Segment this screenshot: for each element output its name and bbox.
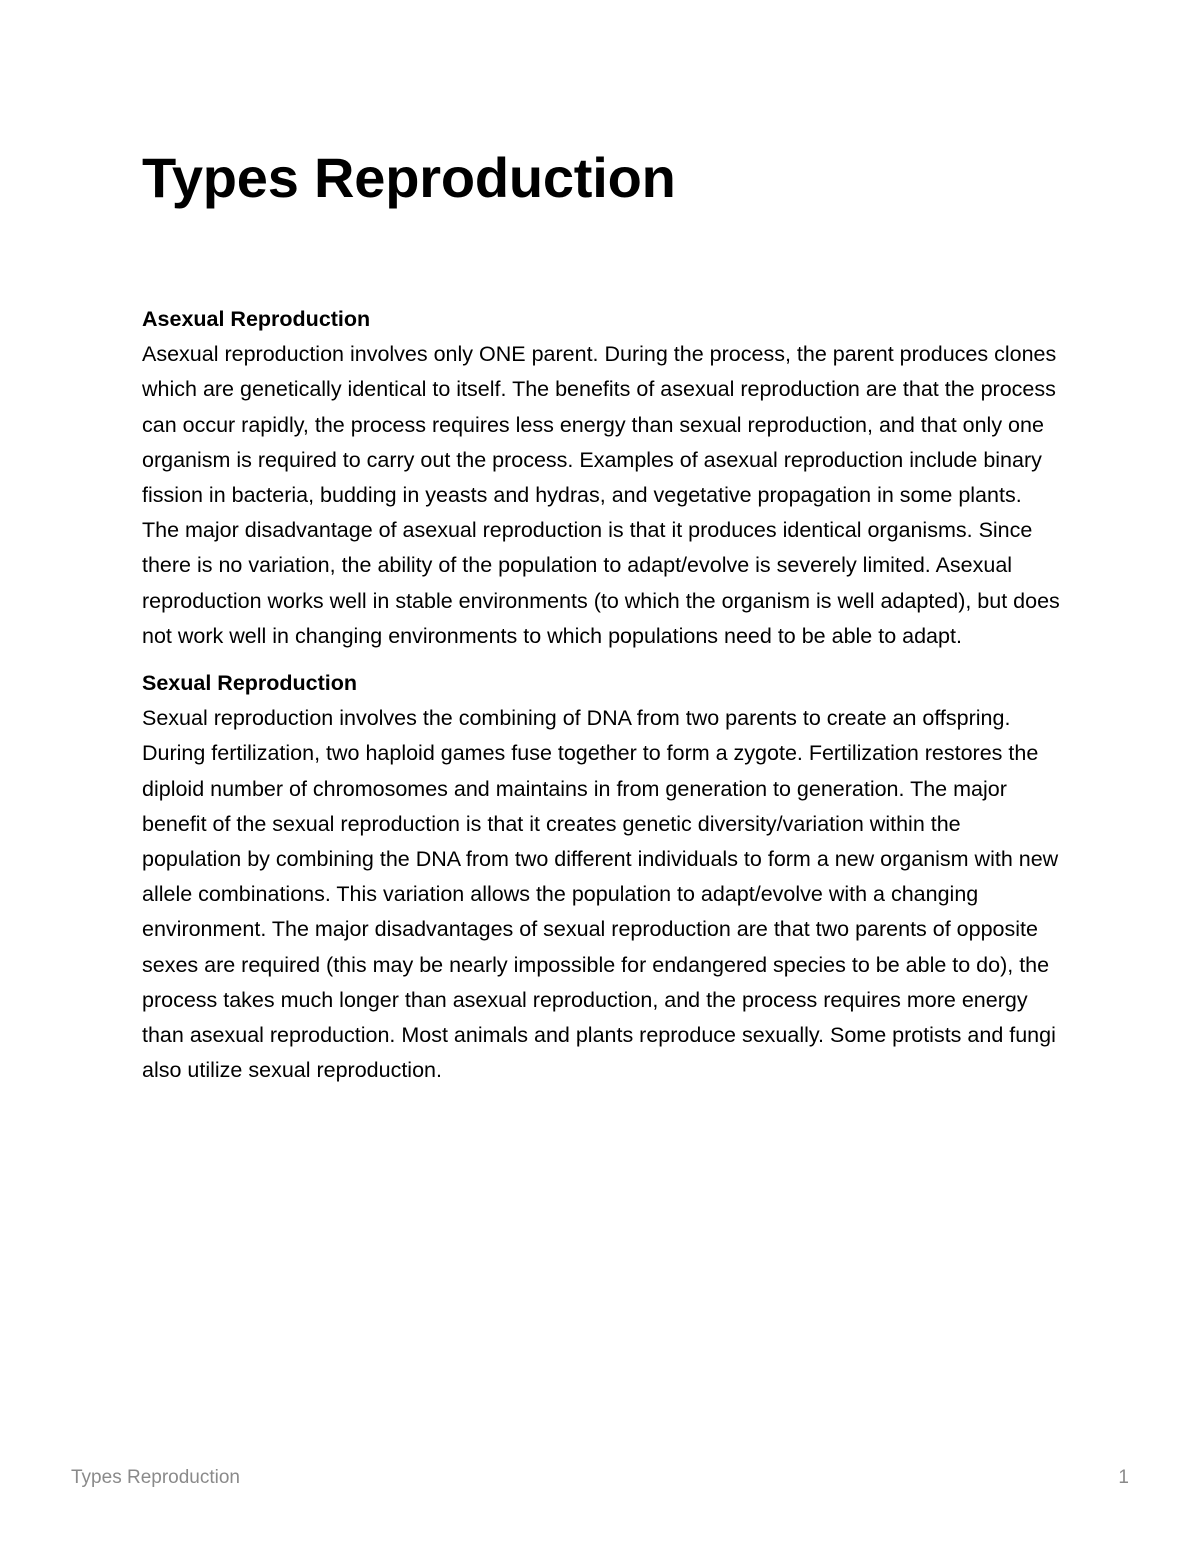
section-body — [142, 701, 1060, 1088]
page-number: 1 — [1118, 1467, 1129, 1488]
paragraph: The major disadvantage of asexual reproduction is that it produces identical organisms. Since there is no variation, the ability of the population to adapt/evolve is severely limited. Asexual reproduction works well in stable environments (to which the organism is well adapted), but does not work well in changing environments to which populations need to be able to adapt. — [142, 518, 1060, 648]
footer-title: Types Reproduction — [71, 1467, 240, 1488]
section-asexual-reproduction — [142, 302, 1060, 654]
section-heading: Sexual Reproduction — [142, 671, 358, 696]
section-heading: Asexual Reproduction — [142, 307, 371, 331]
paragraph: Sexual reproduction involves the combining of DNA from two parents to create an offspring. During fertilization, two haploid games fuse together to form a zygote. Fertilization restores the diploid number of chromosomes and maintains in from generation to generation. The major benefit of the sexual reproduction is that it creates genetic diversity/variation within the population by combining the DNA from two different individuals to form a new organism with new allele combinations. This variation allows the population to adapt/evolve with a changing environment. The major disadvantages of sexual reproduction are that two parents of opposite sexes are required (this may be nearly impossible for endangered species to be able to do), the process takes much longer than asexual reproduction, and the process requires more energy than asexual reproduction. Most animals and plants reproduce sexually. Some protists and fungi also utilize sexual reproduction. — [142, 706, 1059, 1083]
section-sexual-reproduction — [142, 666, 1060, 1088]
paragraph: Asexual reproduction involves only ONE parent. During the process, the parent produces clones which are genetically identical to itself. The benefits of asexual reproduction are that the process can occur rapidly, the process requires less energy than sexual reproduction, and that only one organism is required to carry out the process. Examples of asexual reproduction include binary fission in bacteria, budding in yeasts and hydras, and vegetative propagation in some plants. — [142, 342, 1057, 508]
section-body — [142, 337, 1060, 654]
document-body — [142, 302, 1060, 1088]
page-footer — [71, 1464, 1129, 1492]
page-title: Types Reproduction — [142, 146, 676, 209]
